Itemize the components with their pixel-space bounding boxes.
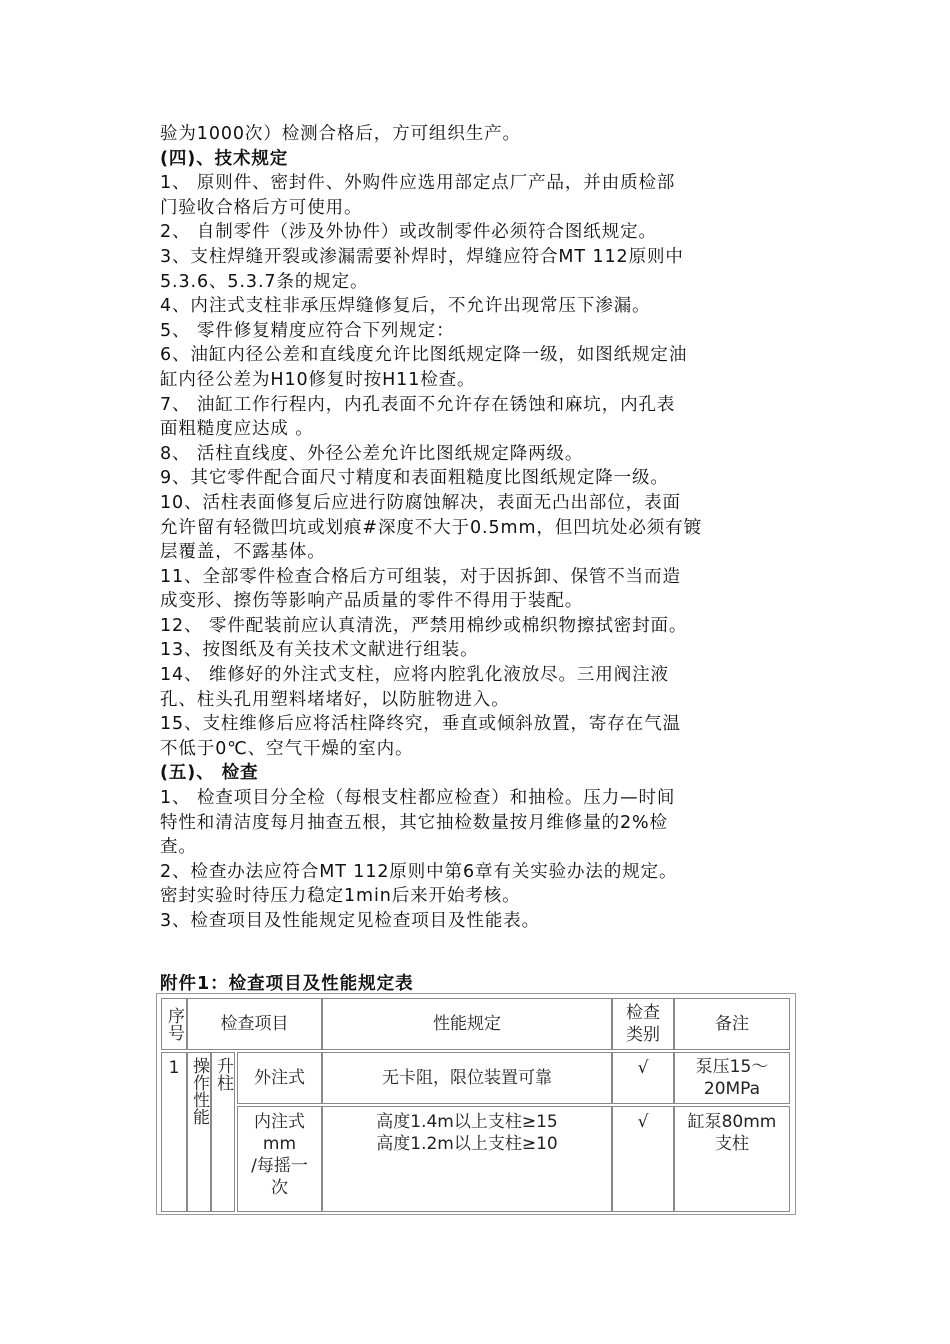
- header-seq-text: 序号: [164, 1007, 184, 1041]
- text-line: 6、油缸内径公差和直线度允许比图纸规定降一级，如图纸规定油: [160, 345, 688, 366]
- text-line: 1、 检查项目分全检（每根支柱都应检查）和抽检。压力—时间: [160, 788, 676, 809]
- text-line: 13、按图纸及有关技术文献进行组装。: [160, 640, 479, 661]
- header-type: [612, 998, 674, 1050]
- text-line: 验为1000次）检测合格后，方可组织生产。: [160, 124, 521, 144]
- text-line: 5、 零件修复精度应符合下列规定：: [160, 320, 455, 341]
- row-b-perf-line2: 高度1.2m以上支柱≥10: [376, 1134, 558, 1154]
- row-b-item-line2: mm: [262, 1134, 297, 1154]
- text-line: 14、 维修好的外注式支柱，应将内腔乳化液放尽。三用阀注液: [160, 665, 669, 686]
- row-sub-text: 升柱: [213, 1057, 233, 1091]
- header-remark: [674, 998, 790, 1050]
- row-seq: [161, 1052, 187, 1212]
- row-a-item: [237, 1052, 322, 1104]
- text-line: 面粗糙度应达成 。: [160, 419, 314, 440]
- body-text: [160, 122, 800, 934]
- text-line: 11、全部零件检查合格后方可组装，对于因拆卸、保管不当而造: [160, 566, 681, 587]
- text-line: 10、活柱表面修复后应进行防腐蚀解决，表面无凸出部位，表面: [160, 492, 681, 513]
- row-b-type: [612, 1106, 674, 1212]
- row-sub: [211, 1052, 235, 1212]
- row-b-item: [237, 1106, 322, 1212]
- text-line: 成变形、擦伤等影响产品质量的零件不得用于装配。: [160, 591, 584, 612]
- row-b-item-line3: /每摇一: [251, 1156, 308, 1176]
- row-group: [187, 1052, 211, 1212]
- text-line: 不低于0℃、空气干燥的室内。: [160, 738, 414, 759]
- text-line: 5.3.6、5.3.7条的规定。: [160, 271, 369, 292]
- text-line: 孔、柱头孔用塑料堵堵好，以防脏物进入。: [160, 689, 510, 710]
- section-heading: (四)、技术规定: [160, 148, 289, 169]
- text-line: 12、 零件配装前应认真清洗，严禁用棉纱或棉织物擦拭密封面。: [160, 615, 688, 636]
- text-line: 缸内径公差为H10修复时按H11检查。: [160, 369, 476, 390]
- row-b-remark-line2: 支柱: [714, 1134, 749, 1154]
- text-line: 7、 油缸工作行程内，内孔表面不允许存在锈蚀和麻坑，内孔表: [160, 394, 676, 415]
- inspection-table: [156, 993, 796, 1215]
- header-item: [187, 998, 322, 1050]
- header-perf-text: 性能规定: [433, 1014, 501, 1034]
- row-b-item-line4: 次: [270, 1178, 288, 1198]
- row-b-perf: [322, 1106, 612, 1212]
- text-line: 特性和清洁度每月抽查五根，其它抽检数量按月维修量的2%检: [160, 812, 668, 833]
- header-remark-text: 备注: [715, 1014, 749, 1034]
- header-seq: [161, 998, 187, 1050]
- text-line: 4、内注式支柱非承压焊缝修复后，不允许出现常压下渗漏。: [160, 296, 651, 317]
- text-line: 15、支柱维修后应将活柱降终究，垂直或倾斜放置，寄存在气温: [160, 714, 681, 735]
- row-a-type-check: √: [637, 1058, 649, 1078]
- row-b-type-check: √: [637, 1112, 649, 1132]
- text-line: 1、 原则件、密封件、外购件应选用部定点厂产品，并由质检部: [160, 173, 676, 194]
- header-perf: [322, 998, 612, 1050]
- row-a-type: [612, 1052, 674, 1104]
- text-line: 密封实验时待压力稳定1min后来开始考核。: [160, 886, 521, 907]
- row-a-item-text: 外注式: [254, 1068, 305, 1088]
- text-line: 2、 自制零件（涉及外协件）或改制零件必须符合图纸规定。: [160, 222, 657, 243]
- text-line: 8、 活柱直线度、外径公差允许比图纸规定降两级。: [160, 443, 584, 464]
- row-b-item-line1: 内注式: [253, 1112, 305, 1132]
- row-group-text: 操作性能: [189, 1057, 209, 1125]
- header-type-line1: 检查: [626, 1003, 660, 1023]
- text-line: 允许留有轻微凹坑或划痕#深度不大于0.5mm，但凹坑处必须有镀: [160, 517, 702, 538]
- text-line: 9、其它零件配合面尺寸精度和表面粗糙度比图纸规定降一级。: [160, 468, 669, 489]
- row-b-remark: [674, 1106, 790, 1212]
- text-line: 层覆盖，不露基体。: [160, 542, 326, 563]
- text-line: 查。: [160, 837, 197, 858]
- header-type-line2: 类别: [626, 1025, 660, 1045]
- row-a-remark: [674, 1052, 790, 1104]
- row-seq-text: 1: [168, 1058, 180, 1078]
- row-a-remark-line2: 20MPa: [703, 1079, 761, 1099]
- row-a-remark-line1: 泵压15～: [695, 1057, 769, 1077]
- row-b-perf-line1: 高度1.4m以上支柱≥15: [376, 1112, 558, 1132]
- text-line: 门验收合格后方可使用。: [160, 197, 363, 218]
- text-line: 2、检查办法应符合MT 112原则中第6章有关实验办法的规定。: [160, 861, 678, 882]
- section-heading: (五)、 检查: [160, 763, 259, 784]
- text-line: 3、检查项目及性能规定见检查项目及性能表。: [160, 911, 541, 931]
- row-a-perf-text: 无卡阻，限位装置可靠: [382, 1068, 552, 1088]
- row-b-remark-line1: 缸泵80mm: [687, 1112, 777, 1132]
- row-a-perf: [322, 1052, 612, 1104]
- attachment-title: 附件1：检查项目及性能规定表: [160, 974, 414, 994]
- text-line: 3、支柱焊缝开裂或渗漏需要补焊时，焊缝应符合MT 112原则中: [160, 246, 684, 267]
- header-item-text: 检查项目: [220, 1014, 289, 1034]
